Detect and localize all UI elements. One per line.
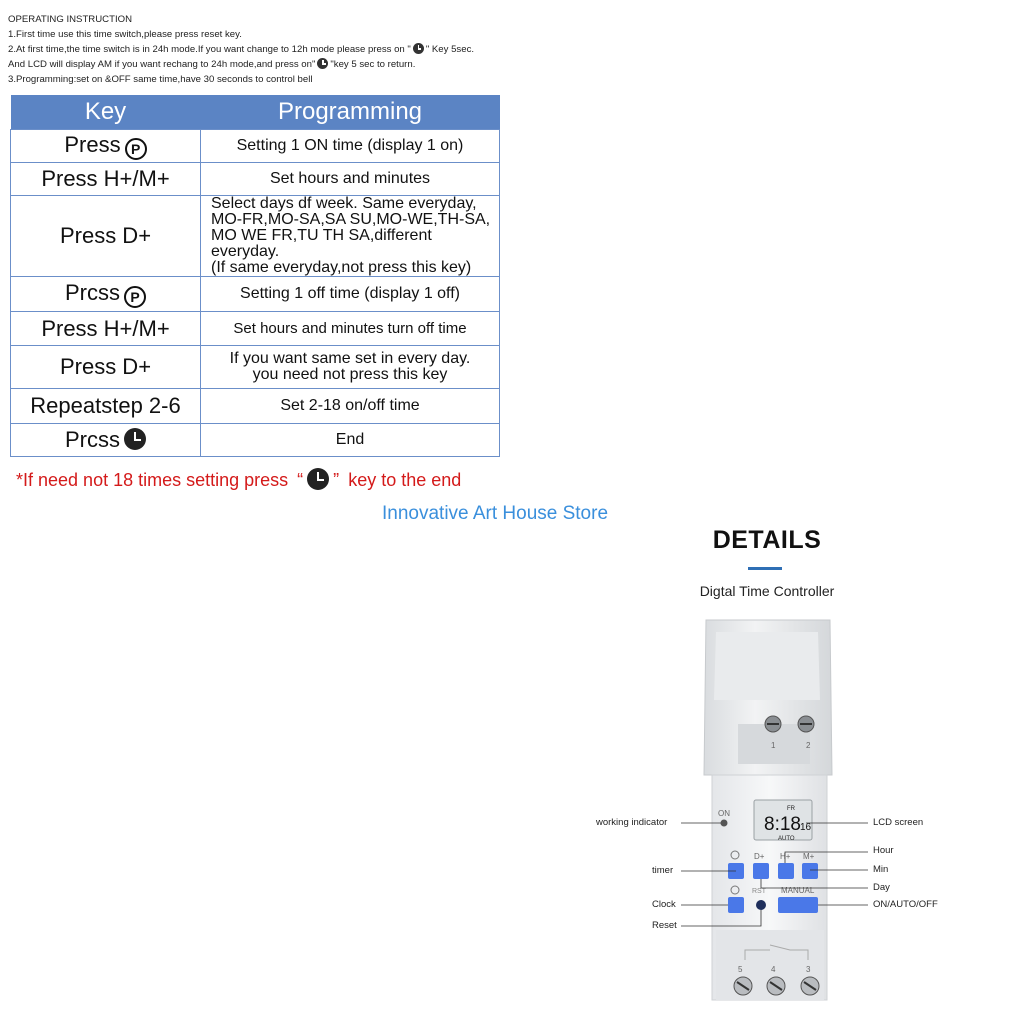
d-plus-label: D+ [754,852,765,861]
callout-working-indicator: working indicator [596,817,668,828]
reset-button[interactable] [756,900,766,910]
programming-cell: Select days df week. Same everyday, MO-FR,MO-SA,SA SU,MO-WE,TH-SA, MO WE FR,TU TH SA,different everyday. (If same everyday,not press this key) [201,196,500,277]
on-label: ON [718,809,730,818]
programming-cell: Set hours and minutes [201,163,500,196]
h-plus-label: H+ [780,852,791,861]
callout-lcd-screen: LCD screen [873,817,924,828]
details-title: DETAILS [712,526,822,554]
manual-label: MANUAL [781,886,815,895]
hour-button[interactable] [778,863,794,879]
terminal-5-label: 5 [738,965,743,974]
key-cell: Press D+ [11,196,201,277]
day-button[interactable] [753,863,769,879]
callout-clock: Clock [652,899,676,910]
terminal-3-label: 3 [806,965,811,974]
details-subtitle: Digtal Time Controller [699,583,835,599]
programming-cell: If you want same set in every day. you need not press this key [201,346,500,389]
key-cell: Repeatstep 2-6 [11,389,201,424]
programming-cell: Set 2-18 on/off time [201,389,500,424]
callout-day: Day [873,882,890,893]
instruction-line-3: And LCD will display AM if you want rechang to 24h mode,and press on" "key 5 sec to return. [8,59,416,70]
programming-cell: End [201,424,500,457]
clock-button[interactable] [728,897,744,913]
key-cell: Prcss P [11,277,201,312]
header-key: Key [11,95,201,130]
terminal-4-label: 4 [771,965,776,974]
terminal-2-label: 2 [806,741,811,750]
instructions-heading: OPERATING INSTRUCTION [8,14,133,25]
m-plus-label: M+ [803,852,815,861]
store-name: Innovative Art House Store [382,503,609,524]
callout-min: Min [873,864,889,875]
lcd-mode: AUTO [778,836,795,842]
terminal-1-label: 1 [771,741,776,750]
p-key-icon: P [125,138,147,160]
lcd-time: 8:18 [764,814,801,835]
instruction-line-4: 3.Programming:set on &OFF same time,have 30 seconds to control bell [8,74,313,85]
programming-cell: Setting 1 off time (display 1 off) [201,277,500,312]
min-button[interactable] [802,863,818,879]
transparent-lid[interactable] [704,620,832,775]
working-indicator-led [721,820,728,827]
bottom-screws [734,977,819,995]
callout-hour: Hour [873,845,894,856]
rst-label: RST [752,888,766,895]
lcd-seconds: 16 [800,822,812,833]
lcd-day: FR [787,806,795,812]
callout-reset: Reset [652,920,677,931]
key-cell: Press H+/M+ [11,312,201,346]
footnote: *If need not 18 times setting press “ ” key to the end [16,470,462,490]
programming-cell: Setting 1 ON time (display 1 on) [201,130,500,163]
instruction-line-2: 2.At first time,the time switch is in 24h mode.If you want change to 12h mode please press on " " Key 5sec. [8,44,475,55]
header-programming: Programming [201,95,500,130]
key-cell: Press D+ [11,346,201,389]
manual-button[interactable] [778,897,818,913]
key-cell: Prcss [11,424,201,457]
p-key-icon: P [124,286,146,308]
callout-timer: timer [652,865,674,876]
key-cell: Press P [11,130,201,163]
callout-on-auto-off: ON/AUTO/OFF [873,899,938,910]
instruction-line-1: 1.First time use this time switch,please press reset key. [8,29,242,40]
programming-cell: Set hours and minutes turn off time [201,312,500,346]
key-cell: Press H+/M+ [11,163,201,196]
